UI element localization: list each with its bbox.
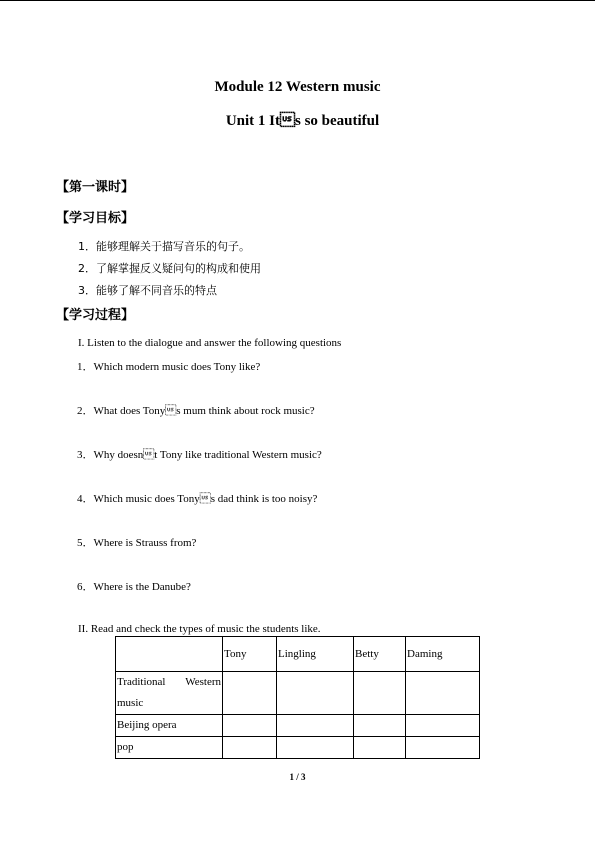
table-row <box>116 672 480 715</box>
check-cell[interactable] <box>354 715 406 737</box>
music-preference-table <box>115 636 480 759</box>
objective-item: 3．能够了解不同音乐的特点 <box>78 284 217 297</box>
table-header-cell: Betty <box>354 637 406 672</box>
question-item: 2．What does Tony s mum think about rock music? <box>77 405 315 417</box>
check-cell[interactable] <box>223 715 277 737</box>
check-cell[interactable] <box>277 672 354 715</box>
table-header-cell <box>116 637 223 672</box>
table-row <box>116 737 480 759</box>
part2-instruction: II. Read and check the types of music the students like. <box>78 623 321 635</box>
question-item: 5．Where is Strauss from? <box>77 537 197 549</box>
row-label <box>116 672 223 715</box>
row-label-part: music <box>117 697 144 709</box>
unit-title: Unit 1 It s so beautiful <box>225 113 380 129</box>
table-header-cell: Daming <box>406 637 480 672</box>
row-label-part: Western <box>185 676 221 688</box>
row-label-part: Traditional <box>117 676 166 688</box>
check-cell[interactable] <box>354 672 406 715</box>
module-title: Module 12 Western music <box>214 79 381 95</box>
part1-instruction: I. Listen to the dialogue and answer the following questions <box>78 337 342 349</box>
lesson-heading: 【第一课时】 <box>56 180 135 195</box>
table-header-row <box>116 637 480 672</box>
page-top-rule <box>0 0 595 1</box>
question-item: 4．Which music does Tony s dad think is too noisy? <box>77 493 318 505</box>
check-cell[interactable] <box>354 737 406 759</box>
check-cell[interactable] <box>277 715 354 737</box>
objective-item: 2．了解掌握反义疑问句的构成和使用 <box>78 262 261 275</box>
row-label: pop <box>116 737 223 759</box>
question-item: 6．Where is the Danube? <box>77 581 191 593</box>
table-header-cell: Tony <box>223 637 277 672</box>
page-number: 1 / 3 <box>289 772 306 782</box>
question-item: 1．Which modern music does Tony like? <box>77 361 261 373</box>
check-cell[interactable] <box>277 737 354 759</box>
objective-item: 1．能够理解关于描写音乐的句子。 <box>78 240 250 253</box>
check-cell[interactable] <box>406 715 480 737</box>
question-item: 3．Why doesn t Tony like traditional Western music? <box>77 449 322 461</box>
objectives-heading: 【学习目标】 <box>56 211 135 226</box>
row-label: Beijing opera <box>116 715 223 737</box>
table-header-cell: Lingling <box>277 637 354 672</box>
check-cell[interactable] <box>223 672 277 715</box>
check-cell[interactable] <box>406 737 480 759</box>
check-cell[interactable] <box>406 672 480 715</box>
process-heading: 【学习过程】 <box>56 308 135 323</box>
check-cell[interactable] <box>223 737 277 759</box>
table-row <box>116 715 480 737</box>
